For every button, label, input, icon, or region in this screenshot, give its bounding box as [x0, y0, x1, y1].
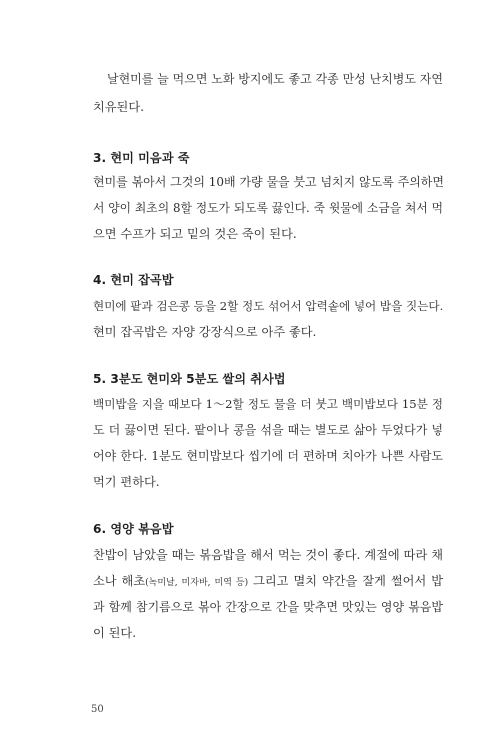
section-5-line-4: 먹기 편하다.: [93, 475, 160, 489]
section-4-line-2: 현미 잡곡밥은 자양 강장식으로 아주 좋다.: [93, 325, 317, 339]
section-3-line-2: 서 양이 최초의 8할 정도가 되도록 끓인다. 죽 윗물에 소금을 쳐서 먹: [93, 201, 443, 215]
section-6-line-2: [93, 571, 443, 593]
section-6-line-2-before: 소나 해초: [93, 574, 146, 588]
intro-line-1: 날현미를 늘 먹으면 노화 방지에도 좋고 각종 만성 난치병도 자연: [107, 72, 443, 86]
page-number: 50: [91, 704, 104, 715]
section-6-line-2-after: 그리고 멸치 약간을 잘게 썰어서 밥: [248, 574, 444, 588]
section-6-line-1: 찬밥이 남았을 때는 볶음밥을 해서 먹는 것이 좋다. 계절에 따라 채: [93, 548, 443, 562]
section-5-line-3: 어야 한다. 1분도 현미밥보다 씹기에 더 편하며 치아가 나쁜 사람도: [93, 449, 443, 463]
section-3-line-3: 으면 수프가 되고 밑의 것은 죽이 된다.: [93, 227, 297, 241]
section-4-line-1: 현미에 팥과 검은콩 등을 2할 정도 섞어서 압력솥에 넣어 밥을 짓는다.: [93, 299, 444, 313]
section-6-line-3: 과 함께 참기름으로 볶아 간장으로 간을 맞추면 맛있는 영양 볶음밥: [93, 600, 443, 614]
section-heading-4: 4. 현미 잡곡밥: [93, 273, 174, 287]
section-5-line-2: 도 더 끓이면 된다. 팥이나 콩을 섞을 때는 별도로 삶아 두었다가 넣: [93, 423, 443, 437]
section-5-line-1: 백미밥을 지을 때보다 1～2할 정도 물을 더 붓고 백미밥보다 15분 정: [93, 397, 443, 411]
section-6-line-2-note: (녹미날, 미자바, 미역 등): [145, 578, 249, 588]
section-heading-6: 6. 영양 볶음밥: [93, 522, 174, 536]
intro-line-2: 치유된다.: [93, 100, 144, 114]
section-3-line-1: 현미를 볶아서 그것의 10배 가량 물을 붓고 넘치지 않도록 주의하면: [93, 175, 444, 189]
section-heading-3: 3. 현미 미음과 죽: [93, 151, 190, 165]
section-6-line-4: 이 된다.: [93, 626, 137, 640]
section-heading-5: 5. 3분도 현미와 5분도 쌀의 취사법: [93, 372, 286, 386]
